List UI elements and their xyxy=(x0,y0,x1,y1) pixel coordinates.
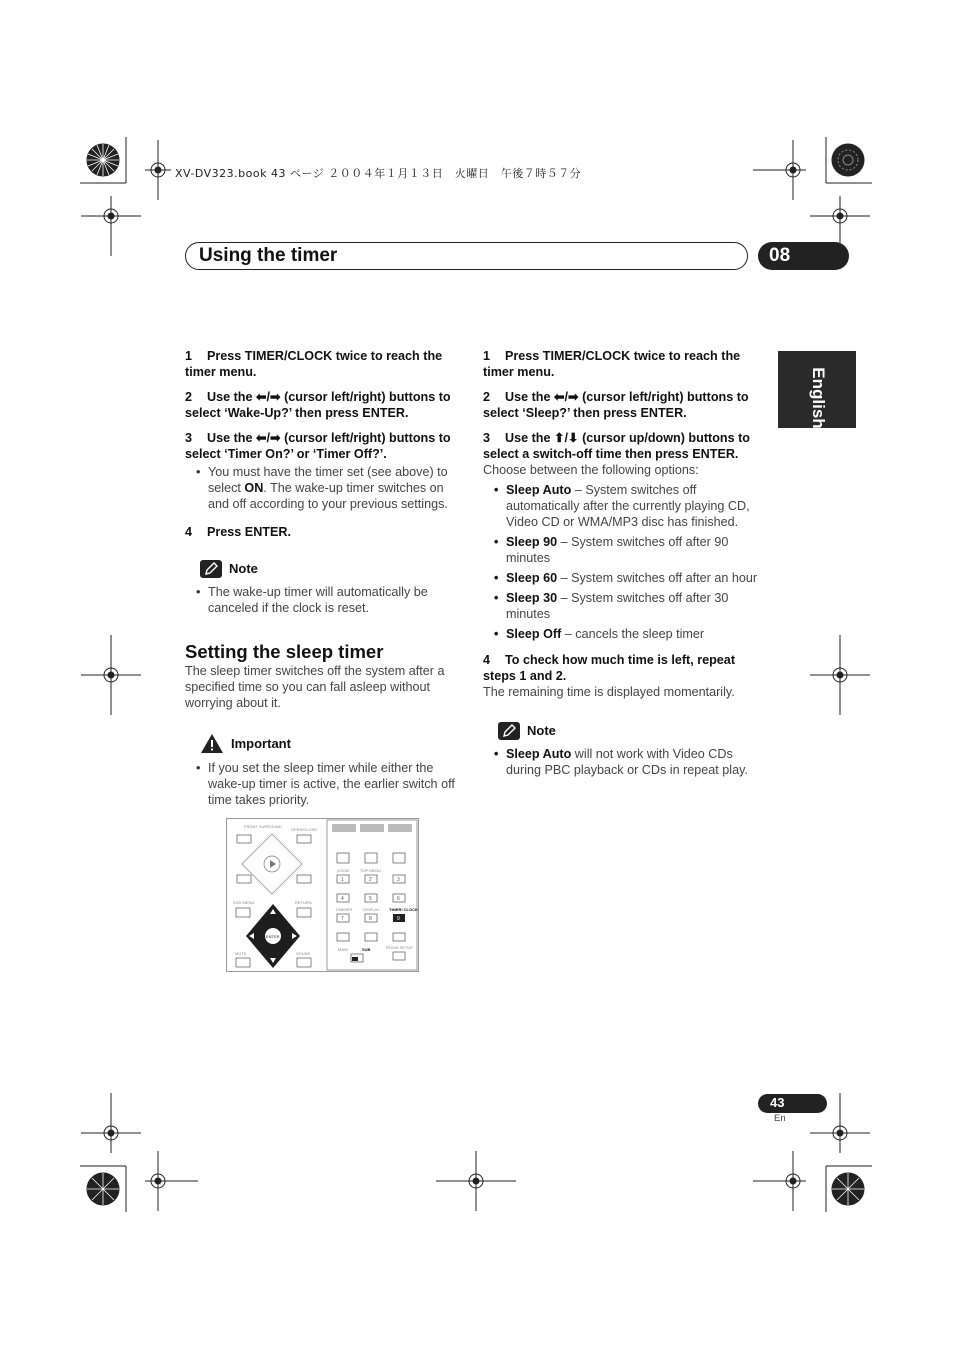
page-number-badge xyxy=(758,1094,827,1113)
page-title: Using the timer xyxy=(199,245,338,266)
remote-key-4: 4 xyxy=(341,896,344,902)
step-2: 2 Use the ⬅/➡ (cursor left/right) buttons to select ‘Sleep?’ then press ENTER. xyxy=(483,390,749,420)
remote-label-display: DISPLAY xyxy=(363,907,380,912)
list-item: • Sleep 30 – System switches off after 30 minutes xyxy=(483,590,761,622)
page-number: 43 xyxy=(770,1095,785,1110)
note-list xyxy=(483,746,761,778)
note-heading: Note xyxy=(498,722,761,740)
remote-label-timer-clock: TIMER/ CLOCK xyxy=(389,907,418,912)
remote-control-illustration xyxy=(226,818,419,972)
remote-label-room-setup: ROOM SETUP xyxy=(386,945,413,950)
remote-label-mute: MUTE xyxy=(235,951,247,956)
remote-label-open-close: OPEN/CLOSE xyxy=(291,827,318,832)
step-3: 3 Use the ⬅/➡ (cursor left/right) buttons to select ‘Timer On?’ or ‘Timer Off?’. xyxy=(185,431,451,461)
remote-label-front-surround: FRONT SURROUND xyxy=(244,824,282,829)
remote-key-6: 6 xyxy=(397,896,400,902)
step-2: 2 Use the ⬅/➡ (cursor left/right) buttons to select ‘Wake-Up?’ then press ENTER. xyxy=(185,390,451,420)
list-item: • If you set the sleep timer while either the wake-up timer is active, the earlier switch off time takes priority. xyxy=(185,760,463,808)
language-tab-label: English xyxy=(809,367,828,429)
pencil-icon xyxy=(498,722,520,740)
note-list xyxy=(185,584,463,616)
remote-key-1: 1 xyxy=(341,877,344,883)
chapter-number: 08 xyxy=(769,245,791,266)
warning-icon xyxy=(200,733,224,754)
remote-key-5: 5 xyxy=(369,896,372,902)
remote-key-2: 2 xyxy=(369,877,372,883)
remote-key-8: 8 xyxy=(369,916,372,922)
sleep-options xyxy=(483,482,761,642)
remote-label-top-menu: TOP MENU xyxy=(360,868,381,873)
section-title: Setting the sleep timer xyxy=(185,641,384,662)
print-info: XV-DV323.book 43 ページ ２００４年１月１３日 火曜日 午後７時５７分 xyxy=(175,167,582,180)
step-4: 4 To check how much time is left, repeat steps 1 and 2. xyxy=(483,653,736,683)
step-4-text: The remaining time is displayed momentarily. xyxy=(483,685,735,699)
list-item: • Sleep 90 – System switches off after 90 minutes xyxy=(483,534,761,566)
remote-label-main: MAIN xyxy=(338,947,348,952)
remote-label-dimmer: DIMMER xyxy=(336,907,353,912)
list-item: • Sleep Off – cancels the sleep timer xyxy=(483,626,761,642)
important-list xyxy=(185,760,463,808)
pencil-icon xyxy=(200,560,222,578)
remote-label-return: RETURN xyxy=(295,900,312,905)
list-item: • Sleep Auto will not work with Video CDs during PBC playback or CDs in repeat play. xyxy=(483,746,761,778)
list-item: • Sleep Auto – System switches off automatically after the currently playing CD, Video CD or WMA/MP3 disc has finished. xyxy=(483,482,761,530)
remote-label-dvd-menu: DVD MENU xyxy=(233,900,255,905)
step-1: 1 Press TIMER/CLOCK twice to reach the timer menu. xyxy=(483,349,741,379)
remote-label-sound: SOUND xyxy=(296,951,311,956)
page-language: En xyxy=(774,1113,786,1124)
note-heading: Note xyxy=(200,560,463,578)
step-4: 4 Press ENTER. xyxy=(185,525,291,539)
right-column xyxy=(483,348,761,784)
remote-label-enter: ENTER xyxy=(266,934,280,939)
options-intro: Choose between the following options: xyxy=(483,463,699,477)
step-1: 1 Press TIMER/CLOCK twice to reach the timer menu. xyxy=(185,349,443,379)
remote-key-9: 9 xyxy=(397,916,400,922)
section-intro: The sleep timer switches off the system after a specified time so you can fall asleep without worrying about it. xyxy=(185,664,445,710)
left-column xyxy=(185,348,463,817)
remote-key-3: 3 xyxy=(397,877,400,883)
important-heading: Important xyxy=(200,733,463,754)
list-item: • The wake-up timer will automatically be canceled if the clock is reset. xyxy=(185,584,463,616)
list-item: • Sleep 60 – System switches off after an hour xyxy=(483,570,761,586)
remote-key-7: 7 xyxy=(341,916,344,922)
remote-label-sub: SUB xyxy=(362,947,371,952)
list-item: • You must have the timer set (see above) to select ON. The wake-up timer switches on and off according to your previous settings. xyxy=(185,464,463,512)
remote-label-zoom: ZOOM xyxy=(337,868,349,873)
step-3-bullets xyxy=(185,464,463,512)
step-3: 3 Use the ⬆/⬇ (cursor up/down) buttons to select a switch-off time then press ENTER. xyxy=(483,431,750,461)
